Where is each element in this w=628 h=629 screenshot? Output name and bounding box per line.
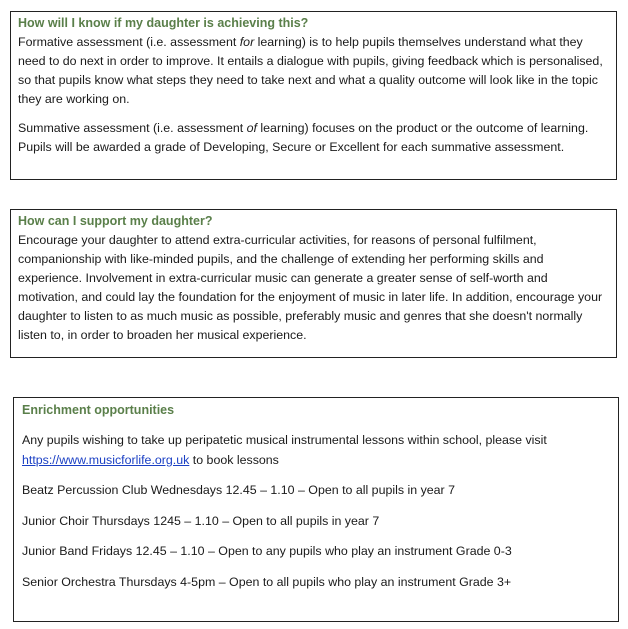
enrichment-item-senior-orchestra: Senior Orchestra Thursdays 4-5pm – Open to all pupils who play an instrument Grade 3+: [22, 574, 512, 589]
formative-text-start: Formative assessment (i.e. assessment: [18, 35, 240, 49]
assessment-section: [10, 11, 617, 180]
enrichment-intro-start: Any pupils wishing to take up peripatetic musical instrumental lessons within school, please visit: [22, 433, 547, 447]
enrichment-intro: [22, 431, 612, 470]
enrichment-intro-end: to book lessons: [189, 452, 279, 467]
assessment-heading: How will I know if my daughter is achieving this?: [18, 16, 309, 30]
music-for-life-link[interactable]: https://www.musicforlife.org.uk: [22, 452, 190, 467]
support-heading: How can I support my daughter?: [18, 214, 213, 228]
summative-emphasis: of: [246, 121, 257, 135]
support-section: [10, 209, 617, 358]
enrichment-item-junior-band: Junior Band Fridays 12.45 – 1.10 – Open to any pupils who play an instrument Grade 0-3: [22, 544, 512, 558]
formative-assessment-text: [18, 33, 610, 109]
summative-assessment-text: [18, 119, 610, 157]
enrichment-heading: Enrichment opportunities: [22, 403, 175, 417]
support-text: Encourage your daughter to attend extra-curricular activities, for reasons of personal fulfilment, companionship with like-minded pupils, and the challenge of extending her performing skills and experience. Involvement in extra-curricular music can generate a greater sense of self-worth and motivation, and could lay the foundation for the enjoyment of music in later life. In addition, encourage your daughter to listen to as much music as possible, preferably music and genres that she doesn't normally listen to, in order to broaden her musical experience.: [18, 233, 603, 342]
enrichment-section: [13, 397, 619, 622]
formative-emphasis: for: [239, 35, 255, 49]
summative-text-start: Summative assessment (i.e. assessment: [18, 121, 247, 135]
summative-text-end: learning) focuses on the product or the outcome of learning. Pupils will be awarded a grade of Developing, Secure or Excellent for each summative assessment.: [18, 121, 589, 154]
enrichment-item-percussion: Beatz Percussion Club Wednesdays 12.45 – 1.10 – Open to all pupils in year 7: [22, 483, 456, 497]
formative-text-end: learning) is to help pupils themselves understand what they need to do next in order to improve. It entails a dialogue with pupils, giving feedback which is personalised, so that pupils know what steps they need to take next and what a quality outcome will look like in the topic they are working on.: [18, 35, 603, 106]
enrichment-item-junior-choir: Junior Choir Thursdays 1245 – 1.10 – Open to all pupils in year 7: [22, 513, 380, 528]
